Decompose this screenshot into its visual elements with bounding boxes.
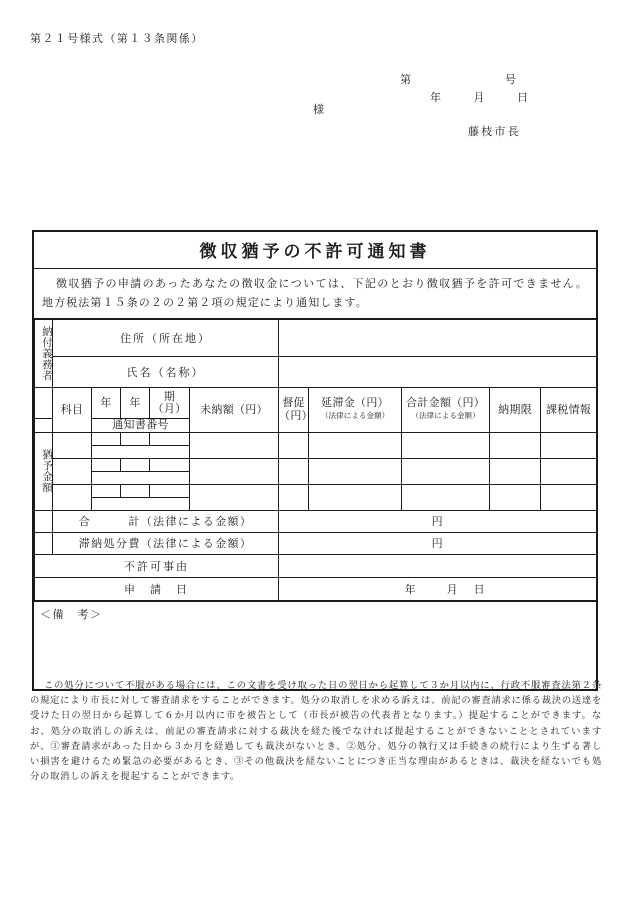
header-demand-fee	[279, 388, 313, 433]
lead-paragraph-text: 徴収猶予の申請のあったあなたの徴収金については、下記のとおり徴収猶予を許可できません。地方税法第１５条の２の２第２項の規定により通知します。	[42, 277, 588, 309]
payer-address-value[interactable]	[279, 320, 597, 357]
payer-name-row	[35, 357, 597, 388]
total-row-spacer	[35, 510, 53, 532]
cell-tax-info-3[interactable]	[541, 484, 597, 510]
cell-notice-number-2[interactable]	[92, 471, 190, 484]
application-date-label: 申 請 日	[35, 577, 279, 600]
total-row-value[interactable]: 円	[279, 510, 597, 532]
cell-year2-2[interactable]	[121, 458, 150, 471]
document-number-suffix: 号	[505, 73, 516, 86]
remarks-label: ＜備 考＞	[40, 607, 103, 621]
header-unpaid-amount: 未納額（円）	[190, 388, 279, 433]
appeal-instructions	[30, 678, 602, 784]
addressee-honorific: 様	[313, 103, 324, 116]
reason-label: 不許可事由	[35, 554, 279, 577]
header-total-amount-sub: （法律による金額）	[411, 410, 480, 420]
deferral-vertical-label-spacer	[35, 388, 53, 419]
cell-notice-number-1[interactable]	[92, 445, 190, 458]
table-row	[35, 484, 597, 497]
cell-total-1[interactable]	[402, 432, 490, 458]
deferral-vertical-label-cell	[35, 432, 53, 510]
payer-name-value[interactable]	[279, 357, 597, 388]
cell-total-2[interactable]	[402, 458, 490, 484]
cell-item-3[interactable]	[53, 484, 92, 510]
disposal-cost-value[interactable]: 円	[279, 532, 597, 554]
cell-year2-1[interactable]	[121, 432, 150, 445]
application-date-year: 年	[404, 582, 417, 596]
cell-demand-2[interactable]	[279, 458, 309, 484]
cell-tax-info-2[interactable]	[541, 458, 597, 484]
header-delinquent-charge-sub: （法律による金額）	[320, 410, 390, 420]
document-date-month: 月	[473, 91, 485, 104]
disposal-cost-row-spacer	[35, 532, 53, 554]
payer-name-label: 氏名（名称）	[53, 357, 279, 388]
document-number-prefix: 第	[400, 73, 413, 86]
cell-due-date-3[interactable]	[490, 484, 541, 510]
header-demand-fee-line1: 督促	[282, 396, 305, 410]
header-tax-info: 課税情報	[541, 388, 597, 433]
deferral-vertical-label-spacer-2	[35, 419, 53, 433]
deferral-vertical-label: 猶予金額	[41, 449, 53, 493]
table-row	[35, 458, 597, 471]
header-delinquent-charge-main: 延滞金（円）	[321, 396, 389, 410]
cell-year1-2[interactable]	[92, 458, 121, 471]
header-item: 科目	[53, 388, 92, 433]
application-date-day: 日	[473, 582, 486, 596]
total-row-label: 合 計（法律による金額）	[53, 510, 279, 532]
lead-paragraph	[34, 269, 596, 319]
form-number: 第２１号様式（第１３条関係）	[30, 32, 204, 45]
deferral-header-row	[35, 388, 597, 419]
document-date-year: 年	[430, 91, 441, 104]
header-total-amount	[402, 388, 490, 433]
application-date-value[interactable]	[279, 577, 597, 600]
page-title: 徴収猶予の不許可通知書	[34, 232, 596, 269]
header-year2: 年	[121, 388, 150, 419]
reason-value[interactable]	[279, 554, 597, 577]
cell-unpaid-3[interactable]	[190, 484, 279, 510]
header-due-date: 納期限	[490, 388, 541, 433]
header-period: 期（月）	[150, 388, 190, 419]
header-demand-fee-line2: （円）	[279, 408, 313, 422]
disposal-cost-label: 滞納処分費（法律による金額）	[53, 532, 279, 554]
cell-delinquent-2[interactable]	[309, 458, 402, 484]
application-date-row	[35, 577, 597, 600]
document-date-line	[430, 89, 580, 105]
header-notice-number: 通知書番号	[92, 419, 190, 433]
reason-row	[35, 554, 597, 577]
disposal-cost-row	[35, 532, 597, 554]
issuer-name: 藤枝市長	[468, 125, 521, 138]
application-date-month: 月	[446, 582, 459, 596]
cell-year1-3[interactable]	[92, 484, 121, 497]
payer-vertical-label: 納付義務者	[41, 326, 53, 381]
total-row	[35, 510, 597, 532]
cell-delinquent-3[interactable]	[309, 484, 402, 510]
cell-period-2[interactable]	[150, 458, 190, 471]
header-year1: 年	[92, 388, 121, 419]
cell-period-3[interactable]	[150, 484, 190, 497]
payer-address-label: 住所（所在地）	[53, 320, 279, 357]
cell-year1-1[interactable]	[92, 432, 121, 445]
remarks-area[interactable]	[34, 601, 596, 689]
cell-due-date-2[interactable]	[490, 458, 541, 484]
cell-demand-1[interactable]	[279, 432, 309, 458]
cell-period-1[interactable]	[150, 432, 190, 445]
cell-due-date-1[interactable]	[490, 432, 541, 458]
cell-delinquent-1[interactable]	[309, 432, 402, 458]
appeal-instructions-text: この処分について不服がある場合には、この文書を受け取った日の翌日から起算して３か月以内に、行政不服審査法第２条の規定により市長に対して審査請求をすることができます。処分の取消しを求める訴えは、前記の審査請求に係る裁決の送達を受けた日の翌日から起算して６か月以内に市を被告として（市長が被告の代表者となります。）提起することができます。なお、処分の取消しの訴えは、前記の審査請求に対する裁決を経た後でなければ提起することができないこととされていますが、①審査請求があった日から３か月を経過しても裁決がないとき、②処分、処分の執行又は手続きの続行により生ずる著しい損害を避けるため緊急の必要があるとき、③その他裁決を経ないことにつき正当な理由があるときは、裁決を経ないでも処分の取消しの訴えを提起することができます。	[30, 680, 602, 783]
header-delinquent-charge	[309, 388, 402, 433]
cell-year2-3[interactable]	[121, 484, 150, 497]
table-row	[35, 432, 597, 445]
cell-demand-3[interactable]	[279, 484, 309, 510]
cell-unpaid-2[interactable]	[190, 458, 279, 484]
document-date-day: 日	[517, 91, 528, 104]
notice-table	[34, 319, 597, 601]
header-total-amount-main: 合計金額（円）	[405, 396, 486, 410]
cell-unpaid-1[interactable]	[190, 432, 279, 458]
payer-vertical-label-cell	[35, 320, 53, 388]
notice-frame	[32, 230, 598, 691]
cell-total-3[interactable]	[402, 484, 490, 510]
payer-address-row	[35, 320, 597, 357]
cell-notice-number-3[interactable]	[92, 497, 190, 510]
cell-item-2[interactable]	[53, 458, 92, 484]
document-number-line	[400, 71, 560, 87]
cell-tax-info-1[interactable]	[541, 432, 597, 458]
cell-item-1[interactable]	[53, 432, 92, 458]
